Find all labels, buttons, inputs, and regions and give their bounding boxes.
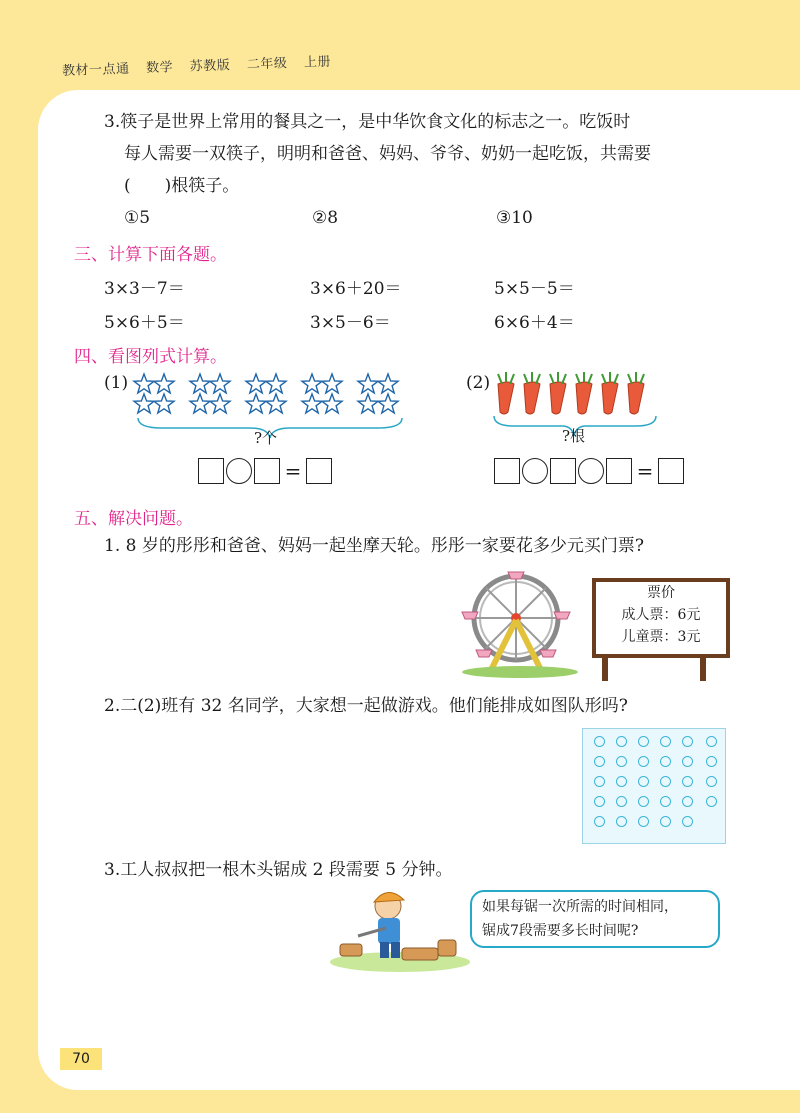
- calc-item: 3×3－7＝: [104, 279, 185, 299]
- formation-circle: [616, 736, 627, 747]
- formation-circle: [706, 796, 717, 807]
- header-book: 教材一点通: [61, 61, 130, 79]
- carrot-icon: [576, 372, 592, 414]
- formation-circle: [638, 796, 649, 807]
- formation-circle: [706, 756, 717, 767]
- star-group: [358, 374, 398, 413]
- page-number: 70: [60, 1048, 102, 1070]
- sign-post: [700, 655, 706, 681]
- calc-item: 6×6＋4＝: [494, 313, 575, 333]
- formation-circle: [638, 776, 649, 787]
- carrot-icon: [628, 372, 644, 414]
- formation-circle: [594, 816, 605, 827]
- formation-circle: [594, 756, 605, 767]
- sign-child-price: 儿童票：3元: [621, 629, 701, 645]
- calc-item: 3×6＋20＝: [310, 279, 402, 299]
- picture2-label: (2): [466, 373, 491, 393]
- operator-circle[interactable]: [578, 458, 604, 484]
- formation-circle: [594, 796, 605, 807]
- formation-circle: [638, 816, 649, 827]
- formation-circle: [616, 776, 627, 787]
- header-volume: 上册: [303, 54, 332, 71]
- worker-sawing-illustration: [328, 882, 474, 974]
- book-header: [62, 50, 344, 79]
- formation-circle: [682, 776, 693, 787]
- equals-sign: =: [636, 459, 654, 483]
- answer-box[interactable]: [658, 458, 684, 484]
- picture1-label: (1): [104, 373, 129, 393]
- q3-option-2[interactable]: ②8: [312, 208, 339, 228]
- calc-item: 5×5－5＝: [494, 279, 575, 299]
- formation-circle: [594, 776, 605, 787]
- ferris-wheel-icon: [460, 568, 586, 680]
- answer-box[interactable]: [198, 458, 224, 484]
- formation-circle: [682, 736, 693, 747]
- formation-circle: [638, 756, 649, 767]
- problem3-text: 3.工人叔叔把一根木头锯成 2 段需要 5 分钟。: [104, 860, 453, 880]
- picture2-equation[interactable]: [494, 458, 684, 484]
- header-edition: 苏教版: [189, 58, 231, 75]
- carrot-icon: [524, 372, 540, 414]
- q3-line1: 3.筷子是世界上常用的餐具之一，是中华饮食文化的标志之一。吃饭时: [104, 112, 631, 132]
- q3-line2: 每人需要一双筷子，明明和爸爸、妈妈、爷爷、奶奶一起吃饭，共需要: [124, 144, 651, 164]
- carrot-icon: [498, 372, 514, 414]
- star-group: [134, 374, 174, 413]
- sign-adult-price: 成人票：6元: [621, 607, 701, 623]
- formation-diagram: [582, 728, 726, 844]
- formation-circle: [616, 796, 627, 807]
- answer-box[interactable]: [606, 458, 632, 484]
- star-group: [246, 374, 286, 413]
- formation-circle: [682, 756, 693, 767]
- answer-box[interactable]: [494, 458, 520, 484]
- carrot-icon: [602, 372, 618, 414]
- bubble-line2: 锯成7段需要多长时间呢?: [482, 923, 639, 939]
- operator-circle[interactable]: [522, 458, 548, 484]
- sign-post: [602, 655, 608, 681]
- calc-item: 5×6＋5＝: [104, 313, 185, 333]
- q3-option-3[interactable]: ③10: [496, 208, 533, 228]
- picture2-question: ?根: [562, 427, 586, 445]
- section3-title: 三、计算下面各题。: [74, 245, 227, 265]
- answer-box[interactable]: [550, 458, 576, 484]
- header-subject: 数学: [145, 60, 174, 77]
- section5-title: 五、解决问题。: [74, 509, 193, 529]
- calc-item: 3×5－6＝: [310, 313, 391, 333]
- ticket-price-sign: [592, 578, 730, 658]
- operator-circle[interactable]: [226, 458, 252, 484]
- star-group: [190, 374, 230, 413]
- q3-line3: ( )根筷子。: [124, 176, 240, 196]
- answer-box[interactable]: [306, 458, 332, 484]
- carrot-icon: [550, 372, 566, 414]
- equals-sign: =: [284, 459, 302, 483]
- picture1-question: ?个: [254, 429, 278, 447]
- speech-bubble: [470, 890, 720, 948]
- formation-circle: [706, 736, 717, 747]
- picture1-equation[interactable]: [198, 458, 332, 484]
- formation-circle: [616, 756, 627, 767]
- sign-title: 票价: [647, 585, 675, 601]
- bubble-line1: 如果每锯一次所需的时间相同，: [482, 899, 678, 915]
- q3-option-1[interactable]: ①5: [124, 208, 151, 228]
- formation-circle: [660, 776, 671, 787]
- formation-circle: [638, 736, 649, 747]
- problem1-text: 1. 8 岁的彤彤和爸爸、妈妈一起坐摩天轮。彤彤一家要花多少元买门票?: [104, 536, 644, 556]
- problem2-text: 2.二(2)班有 32 名同学，大家想一起做游戏。他们能排成如图队形吗?: [104, 696, 628, 716]
- formation-circle: [660, 736, 671, 747]
- formation-circle: [706, 776, 717, 787]
- answer-box[interactable]: [254, 458, 280, 484]
- formation-circle: [660, 796, 671, 807]
- formation-circle: [660, 816, 671, 827]
- formation-circle: [616, 816, 627, 827]
- header-grade: 二年级: [246, 56, 288, 73]
- formation-circle: [594, 736, 605, 747]
- section4-title: 四、看图列式计算。: [74, 347, 227, 367]
- formation-circle: [660, 756, 671, 767]
- formation-circle: [682, 816, 693, 827]
- formation-circle: [682, 796, 693, 807]
- star-group: [302, 374, 342, 413]
